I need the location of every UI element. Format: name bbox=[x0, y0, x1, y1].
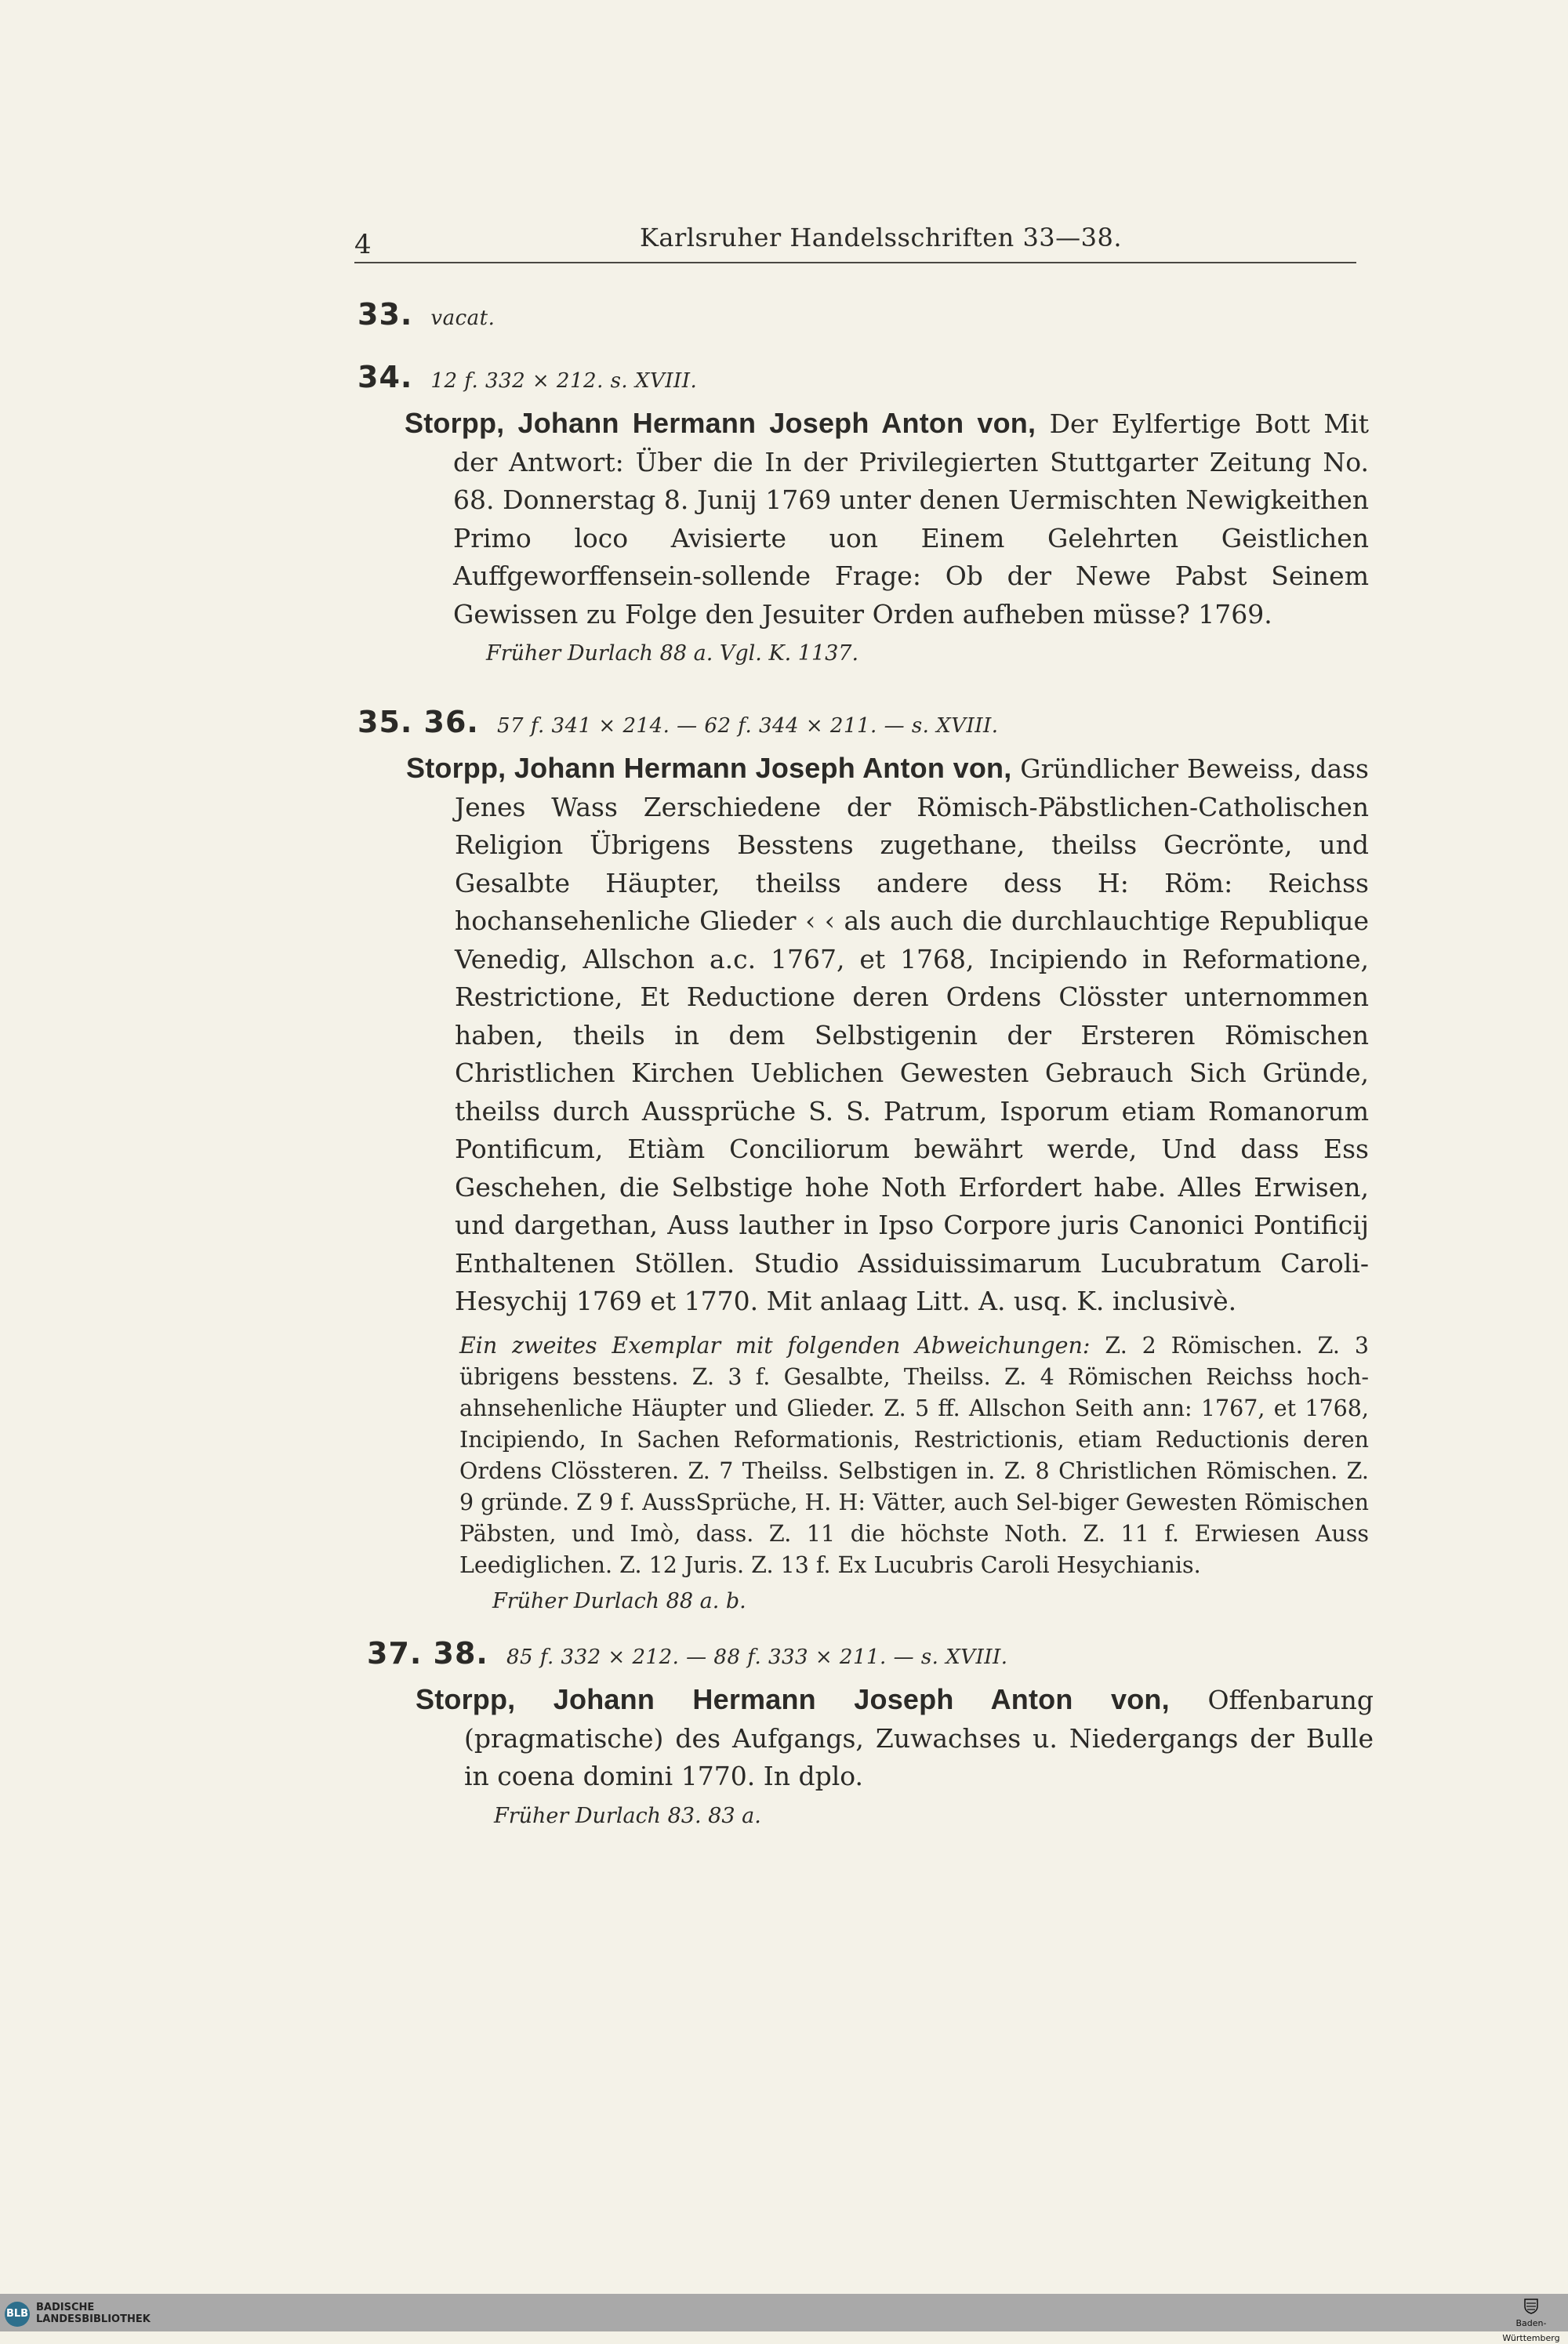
entry-number: 34. bbox=[358, 360, 413, 394]
entry-author: Storpp, Johann Hermann Joseph Anton von, bbox=[406, 752, 1012, 784]
running-title: Karlsruher Handelsschriften 33—38. bbox=[640, 223, 1123, 252]
entry-title-text: Gründlicher Beweiss, dass Jenes Wass Zerschiedene der Römisch-Päbstlichen-Catholischen Religion Übrigens Besstens zugethane, theilss Gecrönte, und Gesalbte Häupter, theilss andere dess H: Röm: Reichss hochansehenliche Glieder ‹ ‹ als auch die durchlauchtige Republique Venedig, Allschon a.c. 1767, et 1768, Incipiendo in Reformatione, Restrictione, Et Reductione deren Ordens Clösster unternommen haben, theils in dem Selbstigenin der Ersteren Römischen Christlichen Kirchen Ueblichen Gewesten Gebrauch Sich Gründe, theilss durch Aussprüche S. S. Patrum, Isporum etiam Romanorum Pontificum, Etiàm Conciliorum bewährt werde, Und dass Ess Geschehen, die Selbstige hohe Noth Erfordert habe. Alles Erwisen, und dargethan, Auss lauther in Ipso Corpore juris Canonici Pontificij Enthaltenen Stöllen. Studio Assiduissimarum Lucubratum Caroli-Hesychij 1769 et 1770. Mit anlaag Litt. A. usq. K. inclusivè. bbox=[455, 753, 1369, 1316]
entry-provenance-note: Früher Durlach 88 a. Vgl. K. 1137. bbox=[486, 641, 859, 666]
entry-meta: 85 f. 332 × 212. — 88 f. 333 × 211. — s. XVIII. bbox=[506, 1646, 1008, 1669]
entry-variants bbox=[459, 1330, 1369, 1581]
entry-meta: 12 f. 332 × 212. s. XVIII. bbox=[430, 369, 698, 393]
entry-meta: vacat. bbox=[430, 307, 495, 330]
entry-description bbox=[405, 405, 1369, 633]
entry-author: Storpp, Johann Hermann Joseph Anton von, bbox=[405, 407, 1036, 439]
entry-provenance-note: Früher Durlach 88 a. b. bbox=[492, 1588, 746, 1613]
state-arms bbox=[1496, 2295, 1566, 2343]
entry-title-text: Der Eylfertige Bott Mit der Antwort: Über die In der Privilegierten Stuttgarter Zeitung No. 68. Donnerstag 8. Junij 1769 unter denen Uermischten Newigkeithen Primo loco Avisierte uon Einem Gelehrten Geistlichen Auffgeworffensein-sollende Frage: Ob der Newe Pabst Seinem Gewissen zu Folge den Jesuiter Orden aufheben müsse? 1769. bbox=[453, 408, 1369, 630]
entry-number: 33. bbox=[358, 297, 413, 332]
entry-title-text: Offenbarung (pragmatische) des Aufgangs, Zuwachses u. Niedergangs der Bulle in coena domini 1770. In dplo. bbox=[464, 1685, 1374, 1791]
variants-text: Z. 2 Römischen. Z. 3 übrigens besstens. Z. 3 f. Gesalbte, Theilss. Z. 4 Römischen Reichss hoch-ahnsehenliche Häupter und Glieder. Z. 5 ff. Allschon Seith ann: 1767, et 1768, Incipiendo, In Sachen Reformationis, Restrictionis, etiam Reductionis deren Ordens Clössteren. Z. 7 Theilss. Selbstigen in. Z. 8 Christlichen Römischen. Z. 9 gründe. Z 9 f. AussSprüche, H. H: Vätter, auch Sel-biger Gewesten Römischen Päbsten, und Imò, dass. Z. 11 die höchste Noth. Z. 11 f. Erwiesen Auss Leediglichen. Z. 12 Juris. Z. 13 f. Ex Lucubris Caroli Hesychianis. bbox=[459, 1332, 1369, 1578]
library-name-line2: LANDESBIBLIOTHEK bbox=[36, 2313, 151, 2325]
coat-of-arms-icon bbox=[1524, 2297, 1538, 2314]
variants-lead: Ein zweites Exemplar mit folgenden Abweichungen: bbox=[459, 1332, 1091, 1359]
library-footer-bar bbox=[0, 2294, 1568, 2331]
library-name-line1: BADISCHE bbox=[36, 2302, 95, 2313]
entry-number: 35. 36. bbox=[358, 705, 479, 739]
page-number: 4 bbox=[354, 229, 372, 260]
entry-description bbox=[406, 749, 1369, 1321]
catalog-entry-34 bbox=[358, 354, 1369, 666]
entry-provenance-note: Früher Durlach 83. 83 a. bbox=[494, 1803, 761, 1828]
catalog-entry-33 bbox=[358, 292, 1369, 337]
entry-author: Storpp, Johann Hermann Joseph Anton von, bbox=[416, 1683, 1170, 1715]
catalog-entry-37-38 bbox=[367, 1631, 1378, 1828]
library-name bbox=[36, 2302, 151, 2325]
entry-number: 37. 38. bbox=[367, 1636, 488, 1671]
blb-logo-icon: BLB bbox=[5, 2302, 30, 2327]
catalog-entry-35-36 bbox=[358, 699, 1369, 1613]
arms-label: Baden-Württemberg bbox=[1502, 2318, 1560, 2343]
page-header bbox=[354, 221, 1356, 263]
entry-description bbox=[416, 1681, 1374, 1796]
entry-meta: 57 f. 341 × 214. — 62 f. 344 × 211. — s. XVIII. bbox=[496, 714, 999, 738]
